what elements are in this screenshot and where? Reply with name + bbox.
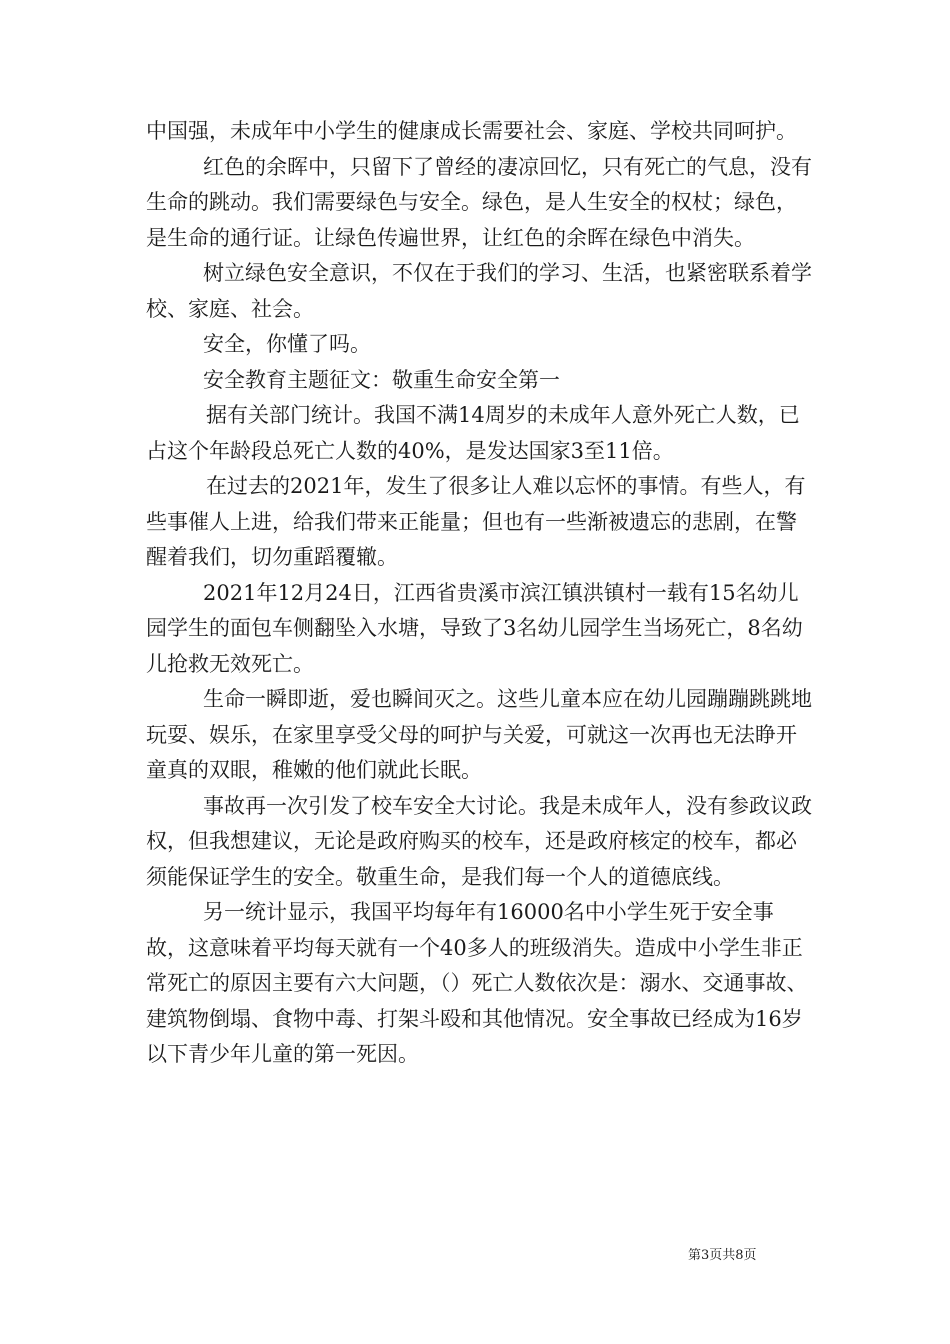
paragraph-1: 中国强，未成年中小学生的健康成长需要社会、家庭、学校共同呵护。: [146, 119, 797, 143]
paragraph-9: 事故再一次引发了校车安全大讨论。我是未成年人，没有参政议政权，但我想建议，无论是政府购买的校车，还是政府核定的校车，都必须能保证学生的安全。敬重生命，是我们每一个人的道德底线。: [146, 793, 812, 889]
paragraph-5: 据有关部门统计。我国不满14周岁的未成年人意外死亡人数，已占这个年龄段总死亡人数的40%，是发达国家3至11倍。: [146, 403, 800, 463]
paragraph-7: 2021年12月24日，江西省贵溪市滨江镇洪镇村一载有15名幼儿园学生的面包车侧翻坠入水塘，导致了3名幼儿园学生当场死亡，8名幼儿抢救无效死亡。: [146, 580, 803, 676]
page-number: 第3页共8页: [688, 1248, 757, 1263]
section-title: 安全教育主题征文：敬重生命安全第一: [203, 367, 560, 392]
paragraph-3: 树立绿色安全意识，不仅在于我们的学习、生活，也紧密联系着学校、家庭、社会。: [146, 261, 812, 321]
paragraph-4: 安全，你懂了吗。: [203, 332, 371, 356]
paragraph-10: 另一统计显示，我国平均每年有16000名中小学生死于安全事故，这意味着平均每天就有一个40多人的班级消失。造成中小学生非正常死亡的原因主要有六大问题，（）死亡人数依次是：溺水、交通事故、建筑物倒塌、食物中毒、打架斗殴和其他情况。安全事故已经成为16岁以下青少年儿童的第一死因。: [146, 900, 808, 1066]
paragraph-6: 在过去的2021年，发生了很多让人难以忘怀的事情。有些人，有些事催人上进，给我们带来正能量；但也有一些渐被遗忘的悲剧，在警醒着我们，切勿重蹈覆辙。: [146, 474, 806, 569]
paragraph-2: 红色的余晖中，只留下了曾经的凄凉回忆，只有死亡的气息，没有生命的跳动。我们需要绿色与安全。绿色，是人生安全的权杖；绿色，是生命的通行证。让绿色传遍世界，让红色的余晖在绿色中消失。: [146, 154, 812, 250]
document-body: [146, 114, 812, 1073]
paragraph-8: 生命一瞬即逝，爱也瞬间灭之。这些儿童本应在幼儿园蹦蹦跳跳地玩耍、娱乐，在家里享受父母的呵护与关爱，可就这一次再也无法睁开童真的双眼，稚嫩的他们就此长眠。: [146, 687, 812, 782]
